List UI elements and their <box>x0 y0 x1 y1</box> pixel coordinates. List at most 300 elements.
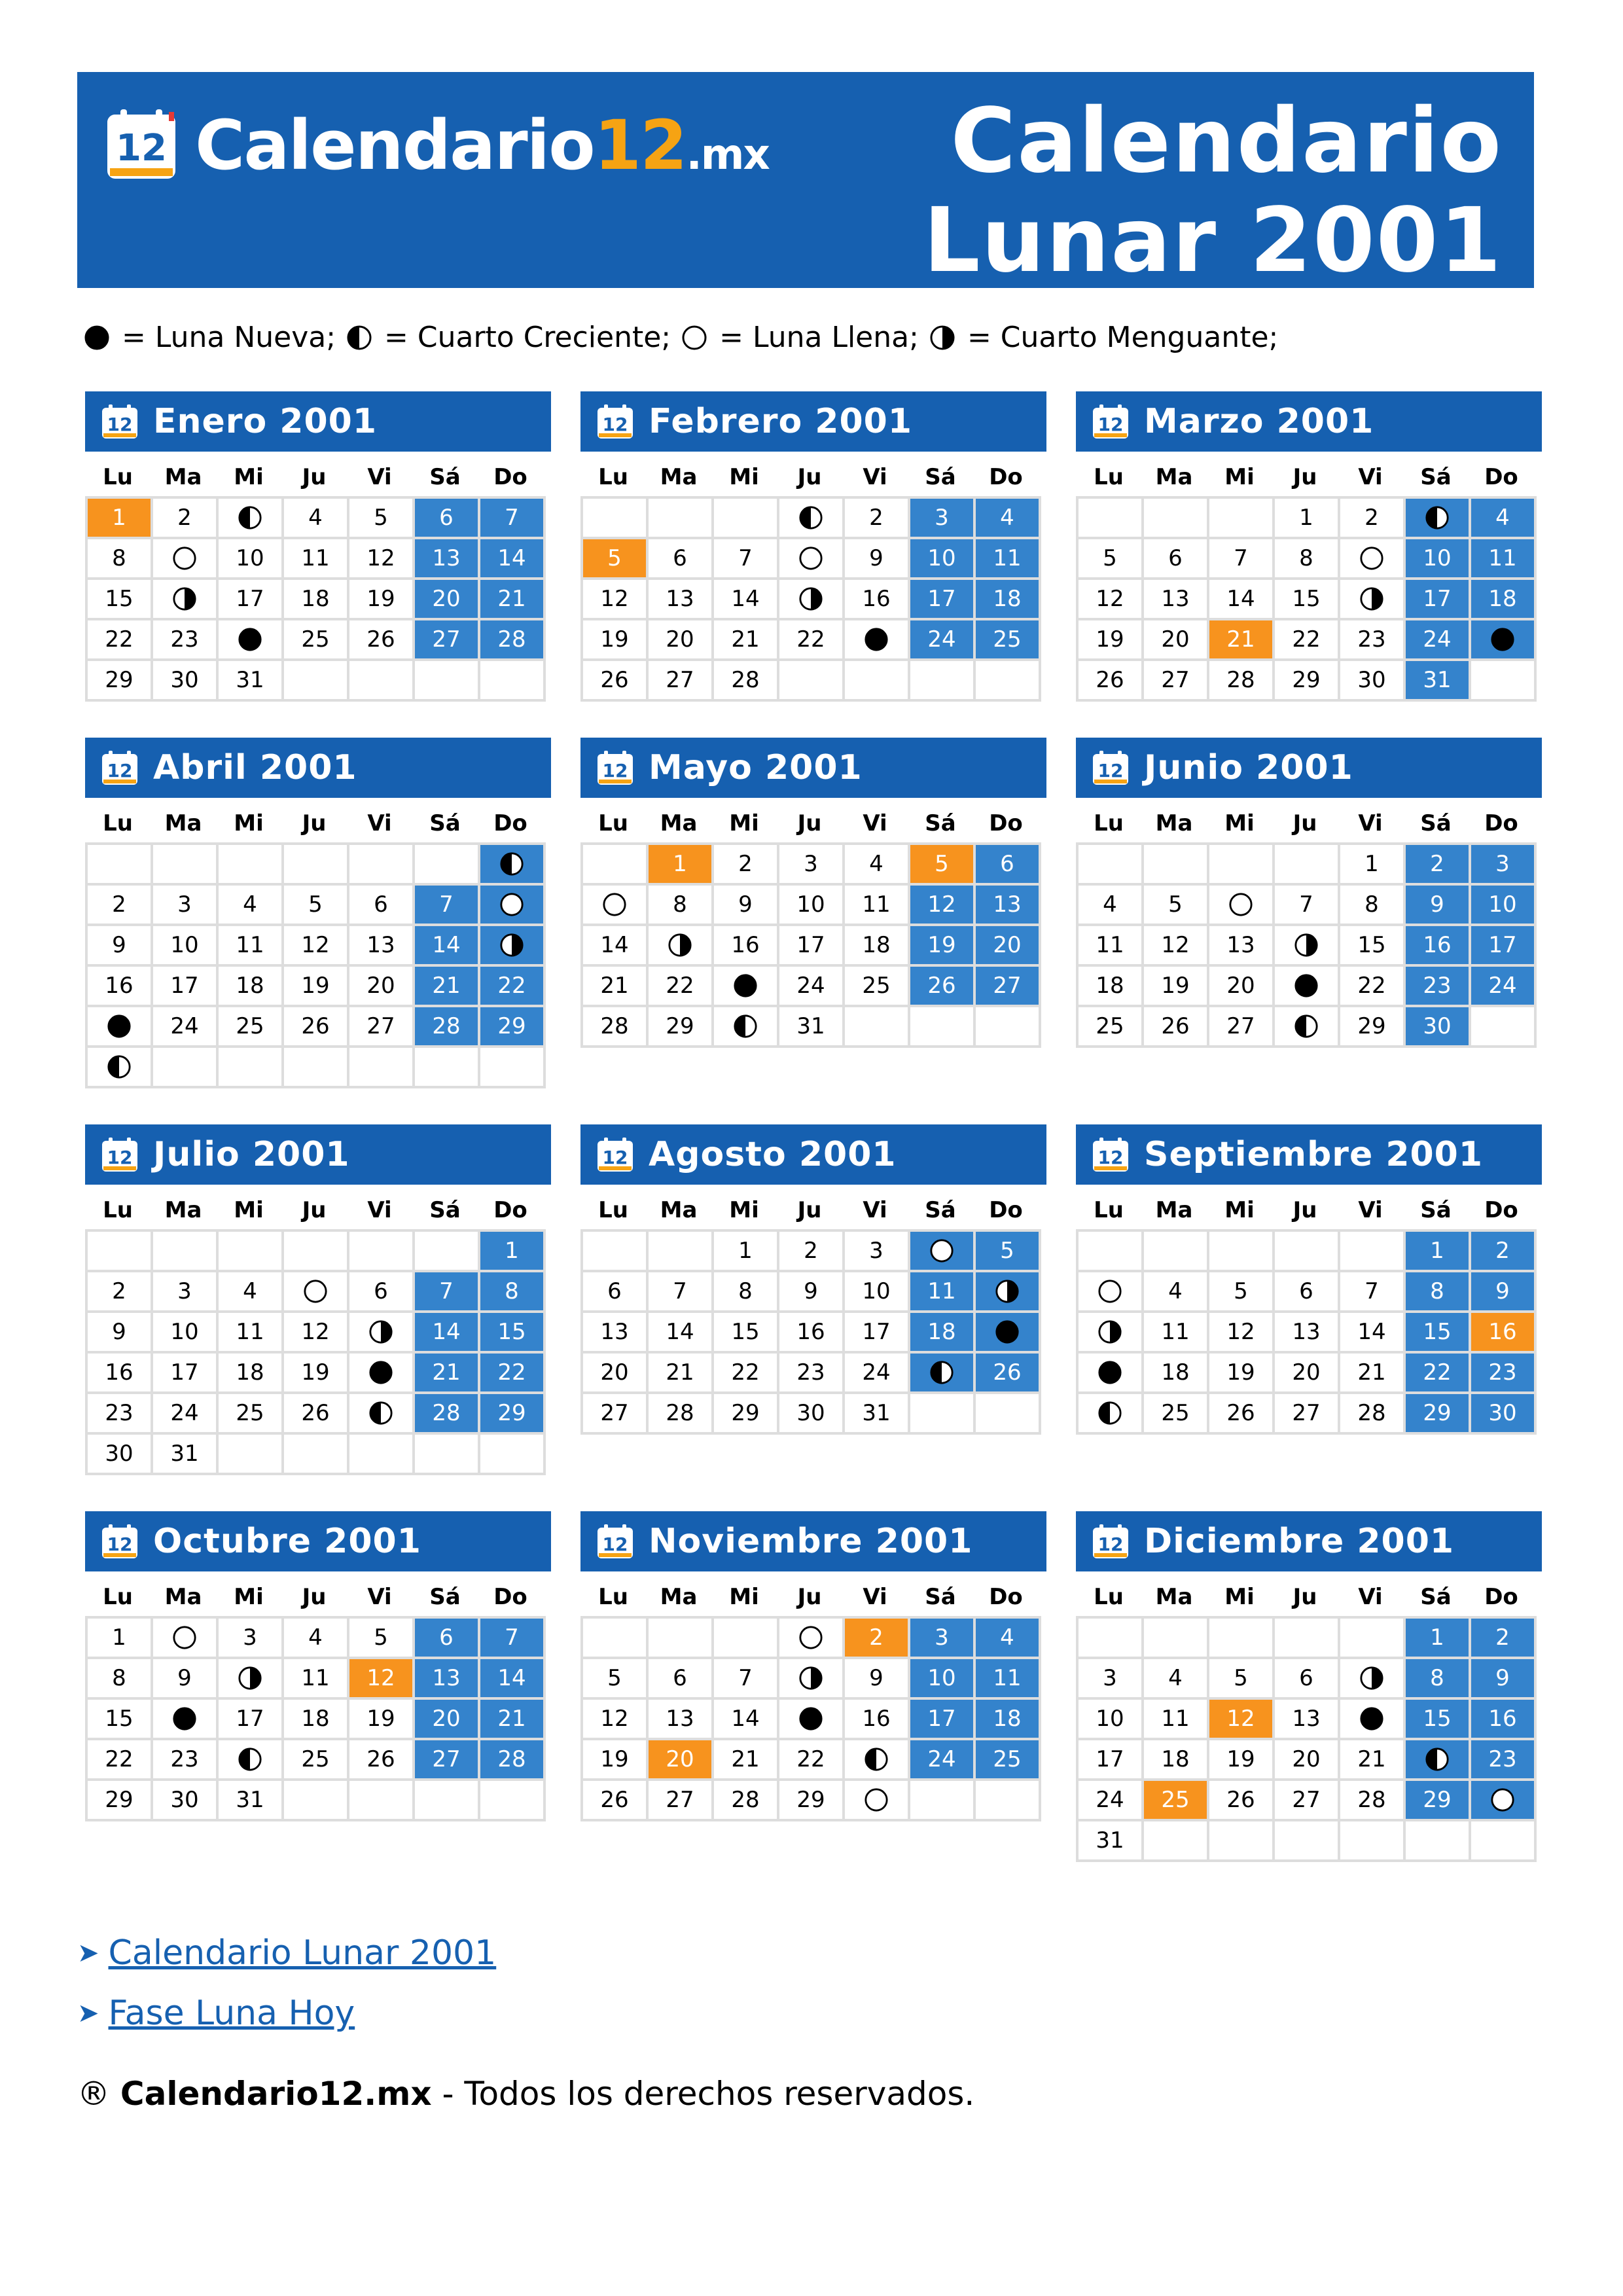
day-cell[interactable]: 26 <box>583 661 649 702</box>
day-cell[interactable]: 24 <box>779 967 845 1007</box>
day-cell[interactable]: 17 <box>153 1354 219 1394</box>
day-cell[interactable]: 9 <box>845 1659 910 1700</box>
day-cell[interactable] <box>910 1232 976 1272</box>
day-cell[interactable] <box>1079 1272 1144 1313</box>
day-cell[interactable]: 15 <box>714 1313 779 1354</box>
day-cell[interactable]: 11 <box>1144 1313 1209 1354</box>
day-cell[interactable]: 19 <box>284 1354 349 1394</box>
day-cell[interactable]: 2 <box>88 1272 153 1313</box>
day-cell[interactable] <box>480 845 546 886</box>
day-cell[interactable]: 12 <box>1209 1700 1275 1740</box>
day-cell[interactable]: 22 <box>88 620 153 661</box>
day-cell[interactable]: 25 <box>284 620 349 661</box>
link-calendario-lunar[interactable]: Calendario Lunar 2001 <box>108 1933 497 1973</box>
day-cell[interactable] <box>1079 1313 1144 1354</box>
day-cell[interactable]: 26 <box>349 620 415 661</box>
day-cell[interactable]: 18 <box>845 926 910 967</box>
day-cell[interactable]: 18 <box>219 1354 284 1394</box>
day-cell[interactable]: 1 <box>480 1232 546 1272</box>
day-cell[interactable]: 17 <box>1471 926 1537 967</box>
day-cell[interactable]: 24 <box>1079 1781 1144 1821</box>
day-cell[interactable] <box>976 1272 1041 1313</box>
day-cell[interactable]: 23 <box>1471 1740 1537 1781</box>
day-cell[interactable]: 15 <box>480 1313 546 1354</box>
day-cell[interactable]: 23 <box>88 1394 153 1435</box>
day-cell[interactable]: 13 <box>1209 926 1275 967</box>
day-cell[interactable] <box>779 1700 845 1740</box>
day-cell[interactable]: 22 <box>480 967 546 1007</box>
day-cell[interactable]: 14 <box>714 1700 779 1740</box>
day-cell[interactable]: 31 <box>219 1781 284 1821</box>
day-cell[interactable]: 21 <box>714 1740 779 1781</box>
day-cell[interactable]: 28 <box>649 1394 714 1435</box>
day-cell[interactable]: 10 <box>153 926 219 967</box>
day-cell[interactable]: 15 <box>1275 580 1340 620</box>
day-cell[interactable]: 6 <box>583 1272 649 1313</box>
day-cell[interactable]: 26 <box>284 1394 349 1435</box>
day-cell[interactable]: 29 <box>480 1394 546 1435</box>
day-cell[interactable]: 12 <box>1209 1313 1275 1354</box>
day-cell[interactable]: 11 <box>845 886 910 926</box>
day-cell[interactable]: 21 <box>415 967 480 1007</box>
day-cell[interactable] <box>910 1354 976 1394</box>
day-cell[interactable]: 7 <box>480 1619 546 1659</box>
day-cell[interactable]: 2 <box>1471 1232 1537 1272</box>
day-cell[interactable]: 28 <box>1340 1781 1406 1821</box>
day-cell[interactable]: 3 <box>910 499 976 539</box>
day-cell[interactable]: 12 <box>349 1659 415 1700</box>
day-cell[interactable]: 29 <box>649 1007 714 1048</box>
day-cell[interactable]: 19 <box>583 1740 649 1781</box>
day-cell[interactable]: 8 <box>88 539 153 580</box>
day-cell[interactable]: 26 <box>910 967 976 1007</box>
day-cell[interactable]: 31 <box>1406 661 1471 702</box>
day-cell[interactable]: 9 <box>779 1272 845 1313</box>
day-cell[interactable]: 28 <box>415 1394 480 1435</box>
day-cell[interactable]: 12 <box>284 926 349 967</box>
day-cell[interactable]: 1 <box>1406 1619 1471 1659</box>
day-cell[interactable]: 12 <box>349 539 415 580</box>
day-cell[interactable]: 5 <box>910 845 976 886</box>
day-cell[interactable]: 2 <box>1471 1619 1537 1659</box>
day-cell[interactable]: 1 <box>649 845 714 886</box>
day-cell[interactable]: 14 <box>480 539 546 580</box>
day-cell[interactable]: 2 <box>845 1619 910 1659</box>
day-cell[interactable]: 24 <box>153 1394 219 1435</box>
day-cell[interactable]: 29 <box>88 1781 153 1821</box>
day-cell[interactable]: 27 <box>415 1740 480 1781</box>
day-cell[interactable] <box>219 1659 284 1700</box>
day-cell[interactable]: 28 <box>714 661 779 702</box>
day-cell[interactable]: 17 <box>219 1700 284 1740</box>
day-cell[interactable]: 11 <box>976 1659 1041 1700</box>
day-cell[interactable]: 26 <box>349 1740 415 1781</box>
day-cell[interactable]: 25 <box>284 1740 349 1781</box>
day-cell[interactable]: 20 <box>583 1354 649 1394</box>
day-cell[interactable]: 7 <box>415 1272 480 1313</box>
day-cell[interactable]: 8 <box>1340 886 1406 926</box>
day-cell[interactable]: 25 <box>1079 1007 1144 1048</box>
day-cell[interactable]: 16 <box>88 967 153 1007</box>
day-cell[interactable] <box>88 1007 153 1048</box>
day-cell[interactable]: 15 <box>88 1700 153 1740</box>
day-cell[interactable]: 22 <box>779 620 845 661</box>
day-cell[interactable]: 10 <box>910 539 976 580</box>
day-cell[interactable]: 8 <box>714 1272 779 1313</box>
day-cell[interactable] <box>1340 580 1406 620</box>
day-cell[interactable]: 29 <box>88 661 153 702</box>
day-cell[interactable]: 11 <box>219 1313 284 1354</box>
day-cell[interactable] <box>219 1740 284 1781</box>
day-cell[interactable]: 3 <box>219 1619 284 1659</box>
day-cell[interactable] <box>1209 886 1275 926</box>
day-cell[interactable]: 31 <box>845 1394 910 1435</box>
day-cell[interactable]: 5 <box>1079 539 1144 580</box>
day-cell[interactable]: 18 <box>1144 1354 1209 1394</box>
day-cell[interactable] <box>1275 967 1340 1007</box>
day-cell[interactable]: 23 <box>779 1354 845 1394</box>
day-cell[interactable]: 27 <box>649 1781 714 1821</box>
day-cell[interactable]: 26 <box>284 1007 349 1048</box>
day-cell[interactable] <box>480 926 546 967</box>
day-cell[interactable]: 12 <box>1079 580 1144 620</box>
day-cell[interactable]: 6 <box>415 1619 480 1659</box>
day-cell[interactable]: 11 <box>219 926 284 967</box>
day-cell[interactable]: 7 <box>1209 539 1275 580</box>
day-cell[interactable]: 29 <box>1406 1781 1471 1821</box>
day-cell[interactable]: 21 <box>1340 1354 1406 1394</box>
day-cell[interactable]: 15 <box>1406 1700 1471 1740</box>
day-cell[interactable] <box>845 1781 910 1821</box>
day-cell[interactable]: 29 <box>480 1007 546 1048</box>
day-cell[interactable]: 4 <box>976 1619 1041 1659</box>
day-cell[interactable]: 8 <box>1275 539 1340 580</box>
day-cell[interactable]: 16 <box>714 926 779 967</box>
day-cell[interactable]: 4 <box>284 1619 349 1659</box>
day-cell[interactable]: 20 <box>1209 967 1275 1007</box>
day-cell[interactable]: 20 <box>649 620 714 661</box>
day-cell[interactable]: 12 <box>1144 926 1209 967</box>
day-cell[interactable]: 5 <box>284 886 349 926</box>
day-cell[interactable]: 31 <box>153 1435 219 1475</box>
day-cell[interactable]: 13 <box>1275 1700 1340 1740</box>
day-cell[interactable]: 26 <box>1144 1007 1209 1048</box>
site-logo[interactable] <box>105 105 769 185</box>
day-cell[interactable]: 31 <box>1079 1821 1144 1862</box>
day-cell[interactable]: 18 <box>976 580 1041 620</box>
day-cell[interactable]: 13 <box>415 539 480 580</box>
day-cell[interactable]: 6 <box>1144 539 1209 580</box>
day-cell[interactable]: 13 <box>1144 580 1209 620</box>
day-cell[interactable]: 25 <box>219 1394 284 1435</box>
day-cell[interactable]: 12 <box>284 1313 349 1354</box>
day-cell[interactable]: 17 <box>845 1313 910 1354</box>
day-cell[interactable]: 9 <box>1471 1272 1537 1313</box>
day-cell[interactable]: 23 <box>1340 620 1406 661</box>
day-cell[interactable]: 27 <box>349 1007 415 1048</box>
day-cell[interactable]: 10 <box>910 1659 976 1700</box>
day-cell[interactable]: 20 <box>415 580 480 620</box>
day-cell[interactable]: 14 <box>415 1313 480 1354</box>
day-cell[interactable]: 3 <box>779 845 845 886</box>
day-cell[interactable]: 30 <box>88 1435 153 1475</box>
day-cell[interactable]: 14 <box>1209 580 1275 620</box>
day-cell[interactable]: 2 <box>845 499 910 539</box>
day-cell[interactable]: 16 <box>845 1700 910 1740</box>
day-cell[interactable]: 6 <box>649 1659 714 1700</box>
day-cell[interactable]: 26 <box>1209 1394 1275 1435</box>
day-cell[interactable]: 1 <box>714 1232 779 1272</box>
day-cell[interactable]: 3 <box>845 1232 910 1272</box>
day-cell[interactable]: 16 <box>1471 1313 1537 1354</box>
day-cell[interactable]: 14 <box>480 1659 546 1700</box>
day-cell[interactable]: 10 <box>1471 886 1537 926</box>
day-cell[interactable] <box>779 539 845 580</box>
day-cell[interactable]: 21 <box>480 580 546 620</box>
day-cell[interactable]: 4 <box>1144 1272 1209 1313</box>
day-cell[interactable]: 30 <box>779 1394 845 1435</box>
day-cell[interactable]: 7 <box>415 886 480 926</box>
day-cell[interactable]: 5 <box>1209 1272 1275 1313</box>
day-cell[interactable]: 16 <box>779 1313 845 1354</box>
day-cell[interactable]: 2 <box>714 845 779 886</box>
day-cell[interactable]: 5 <box>349 499 415 539</box>
day-cell[interactable]: 24 <box>910 620 976 661</box>
day-cell[interactable]: 29 <box>1340 1007 1406 1048</box>
day-cell[interactable]: 10 <box>779 886 845 926</box>
day-cell[interactable]: 26 <box>976 1354 1041 1394</box>
day-cell[interactable]: 7 <box>714 1659 779 1700</box>
day-cell[interactable]: 9 <box>714 886 779 926</box>
day-cell[interactable]: 5 <box>1209 1659 1275 1700</box>
day-cell[interactable] <box>219 499 284 539</box>
day-cell[interactable] <box>1275 1007 1340 1048</box>
day-cell[interactable] <box>349 1354 415 1394</box>
day-cell[interactable]: 5 <box>1144 886 1209 926</box>
day-cell[interactable]: 10 <box>1079 1700 1144 1740</box>
day-cell[interactable] <box>153 1619 219 1659</box>
day-cell[interactable]: 6 <box>1275 1272 1340 1313</box>
day-cell[interactable]: 31 <box>779 1007 845 1048</box>
day-cell[interactable]: 6 <box>976 845 1041 886</box>
day-cell[interactable]: 18 <box>1144 1740 1209 1781</box>
day-cell[interactable]: 29 <box>779 1781 845 1821</box>
day-cell[interactable]: 20 <box>349 967 415 1007</box>
day-cell[interactable]: 28 <box>1209 661 1275 702</box>
day-cell[interactable] <box>480 886 546 926</box>
day-cell[interactable]: 3 <box>153 886 219 926</box>
day-cell[interactable]: 21 <box>714 620 779 661</box>
day-cell[interactable]: 21 <box>415 1354 480 1394</box>
day-cell[interactable]: 9 <box>1406 886 1471 926</box>
day-cell[interactable]: 8 <box>1406 1272 1471 1313</box>
day-cell[interactable]: 2 <box>153 499 219 539</box>
day-cell[interactable]: 27 <box>1275 1781 1340 1821</box>
day-cell[interactable] <box>779 499 845 539</box>
day-cell[interactable]: 22 <box>1406 1354 1471 1394</box>
day-cell[interactable]: 3 <box>1079 1659 1144 1700</box>
day-cell[interactable]: 22 <box>480 1354 546 1394</box>
day-cell[interactable]: 7 <box>649 1272 714 1313</box>
day-cell[interactable]: 18 <box>284 580 349 620</box>
day-cell[interactable]: 4 <box>219 1272 284 1313</box>
day-cell[interactable]: 14 <box>649 1313 714 1354</box>
day-cell[interactable]: 9 <box>88 1313 153 1354</box>
day-cell[interactable]: 9 <box>845 539 910 580</box>
day-cell[interactable]: 16 <box>1406 926 1471 967</box>
day-cell[interactable]: 13 <box>349 926 415 967</box>
day-cell[interactable]: 11 <box>976 539 1041 580</box>
day-cell[interactable]: 3 <box>910 1619 976 1659</box>
day-cell[interactable] <box>1406 1740 1471 1781</box>
day-cell[interactable]: 21 <box>1209 620 1275 661</box>
day-cell[interactable]: 18 <box>910 1313 976 1354</box>
day-cell[interactable]: 22 <box>1340 967 1406 1007</box>
day-cell[interactable]: 22 <box>1275 620 1340 661</box>
day-cell[interactable] <box>88 1048 153 1088</box>
day-cell[interactable] <box>779 1619 845 1659</box>
day-cell[interactable]: 6 <box>349 1272 415 1313</box>
day-cell[interactable]: 14 <box>714 580 779 620</box>
day-cell[interactable]: 18 <box>976 1700 1041 1740</box>
day-cell[interactable]: 25 <box>1144 1781 1209 1821</box>
day-cell[interactable]: 20 <box>1275 1354 1340 1394</box>
day-cell[interactable]: 10 <box>845 1272 910 1313</box>
day-cell[interactable]: 13 <box>649 1700 714 1740</box>
day-cell[interactable]: 19 <box>583 620 649 661</box>
day-cell[interactable]: 8 <box>480 1272 546 1313</box>
day-cell[interactable]: 26 <box>1079 661 1144 702</box>
day-cell[interactable]: 8 <box>1406 1659 1471 1700</box>
day-cell[interactable]: 21 <box>1340 1740 1406 1781</box>
day-cell[interactable]: 11 <box>1144 1700 1209 1740</box>
day-cell[interactable]: 20 <box>649 1740 714 1781</box>
day-cell[interactable]: 3 <box>153 1272 219 1313</box>
day-cell[interactable]: 8 <box>88 1659 153 1700</box>
day-cell[interactable] <box>153 539 219 580</box>
day-cell[interactable]: 29 <box>1406 1394 1471 1435</box>
day-cell[interactable]: 19 <box>1209 1740 1275 1781</box>
day-cell[interactable]: 4 <box>845 845 910 886</box>
day-cell[interactable]: 17 <box>153 967 219 1007</box>
day-cell[interactable]: 22 <box>88 1740 153 1781</box>
day-cell[interactable] <box>714 1007 779 1048</box>
day-cell[interactable]: 5 <box>583 539 649 580</box>
day-cell[interactable]: 12 <box>583 1700 649 1740</box>
day-cell[interactable]: 25 <box>845 967 910 1007</box>
day-cell[interactable]: 14 <box>1340 1313 1406 1354</box>
day-cell[interactable]: 17 <box>779 926 845 967</box>
day-cell[interactable]: 19 <box>349 1700 415 1740</box>
day-cell[interactable]: 18 <box>1471 580 1537 620</box>
day-cell[interactable]: 1 <box>1340 845 1406 886</box>
day-cell[interactable]: 27 <box>1144 661 1209 702</box>
day-cell[interactable] <box>1079 1394 1144 1435</box>
day-cell[interactable]: 2 <box>1406 845 1471 886</box>
day-cell[interactable]: 28 <box>583 1007 649 1048</box>
day-cell[interactable]: 15 <box>1406 1313 1471 1354</box>
day-cell[interactable] <box>779 580 845 620</box>
day-cell[interactable]: 28 <box>480 1740 546 1781</box>
day-cell[interactable] <box>219 620 284 661</box>
day-cell[interactable] <box>1275 926 1340 967</box>
day-cell[interactable]: 28 <box>415 1007 480 1048</box>
day-cell[interactable]: 18 <box>219 967 284 1007</box>
day-cell[interactable]: 27 <box>1209 1007 1275 1048</box>
day-cell[interactable]: 27 <box>1275 1394 1340 1435</box>
day-cell[interactable]: 27 <box>649 661 714 702</box>
day-cell[interactable]: 10 <box>153 1313 219 1354</box>
day-cell[interactable]: 2 <box>88 886 153 926</box>
day-cell[interactable]: 21 <box>583 967 649 1007</box>
day-cell[interactable]: 6 <box>415 499 480 539</box>
day-cell[interactable]: 17 <box>219 580 284 620</box>
day-cell[interactable]: 31 <box>219 661 284 702</box>
day-cell[interactable]: 10 <box>219 539 284 580</box>
day-cell[interactable]: 24 <box>153 1007 219 1048</box>
day-cell[interactable]: 5 <box>583 1659 649 1700</box>
day-cell[interactable]: 11 <box>1471 539 1537 580</box>
day-cell[interactable]: 17 <box>1079 1740 1144 1781</box>
day-cell[interactable]: 25 <box>219 1007 284 1048</box>
day-cell[interactable] <box>153 1700 219 1740</box>
day-cell[interactable]: 26 <box>1209 1781 1275 1821</box>
day-cell[interactable]: 19 <box>910 926 976 967</box>
day-cell[interactable]: 10 <box>1406 539 1471 580</box>
day-cell[interactable]: 16 <box>88 1354 153 1394</box>
day-cell[interactable]: 17 <box>910 1700 976 1740</box>
day-cell[interactable]: 11 <box>284 539 349 580</box>
day-cell[interactable]: 4 <box>284 499 349 539</box>
day-cell[interactable] <box>1079 1354 1144 1394</box>
day-cell[interactable]: 22 <box>779 1740 845 1781</box>
day-cell[interactable]: 23 <box>153 1740 219 1781</box>
day-cell[interactable]: 27 <box>583 1394 649 1435</box>
day-cell[interactable]: 6 <box>349 886 415 926</box>
day-cell[interactable] <box>1340 539 1406 580</box>
day-cell[interactable]: 27 <box>976 967 1041 1007</box>
day-cell[interactable]: 14 <box>415 926 480 967</box>
day-cell[interactable]: 19 <box>1144 967 1209 1007</box>
day-cell[interactable] <box>845 1740 910 1781</box>
day-cell[interactable] <box>649 926 714 967</box>
day-cell[interactable]: 3 <box>1471 845 1537 886</box>
day-cell[interactable]: 11 <box>910 1272 976 1313</box>
day-cell[interactable]: 20 <box>1275 1740 1340 1781</box>
link-fase-luna-hoy[interactable]: Fase Luna Hoy <box>108 1994 355 2033</box>
day-cell[interactable]: 30 <box>153 661 219 702</box>
day-cell[interactable]: 6 <box>649 539 714 580</box>
day-cell[interactable]: 15 <box>1340 926 1406 967</box>
day-cell[interactable]: 19 <box>284 967 349 1007</box>
day-cell[interactable]: 30 <box>153 1781 219 1821</box>
day-cell[interactable]: 30 <box>1340 661 1406 702</box>
day-cell[interactable]: 29 <box>1275 661 1340 702</box>
day-cell[interactable]: 2 <box>1340 499 1406 539</box>
day-cell[interactable]: 1 <box>88 499 153 539</box>
day-cell[interactable]: 20 <box>976 926 1041 967</box>
day-cell[interactable]: 23 <box>1471 1354 1537 1394</box>
day-cell[interactable]: 13 <box>649 580 714 620</box>
day-cell[interactable] <box>845 620 910 661</box>
day-cell[interactable]: 19 <box>349 580 415 620</box>
day-cell[interactable]: 25 <box>976 620 1041 661</box>
day-cell[interactable] <box>284 1272 349 1313</box>
day-cell[interactable]: 4 <box>1471 499 1537 539</box>
day-cell[interactable]: 6 <box>1275 1659 1340 1700</box>
day-cell[interactable]: 13 <box>583 1313 649 1354</box>
day-cell[interactable] <box>583 886 649 926</box>
